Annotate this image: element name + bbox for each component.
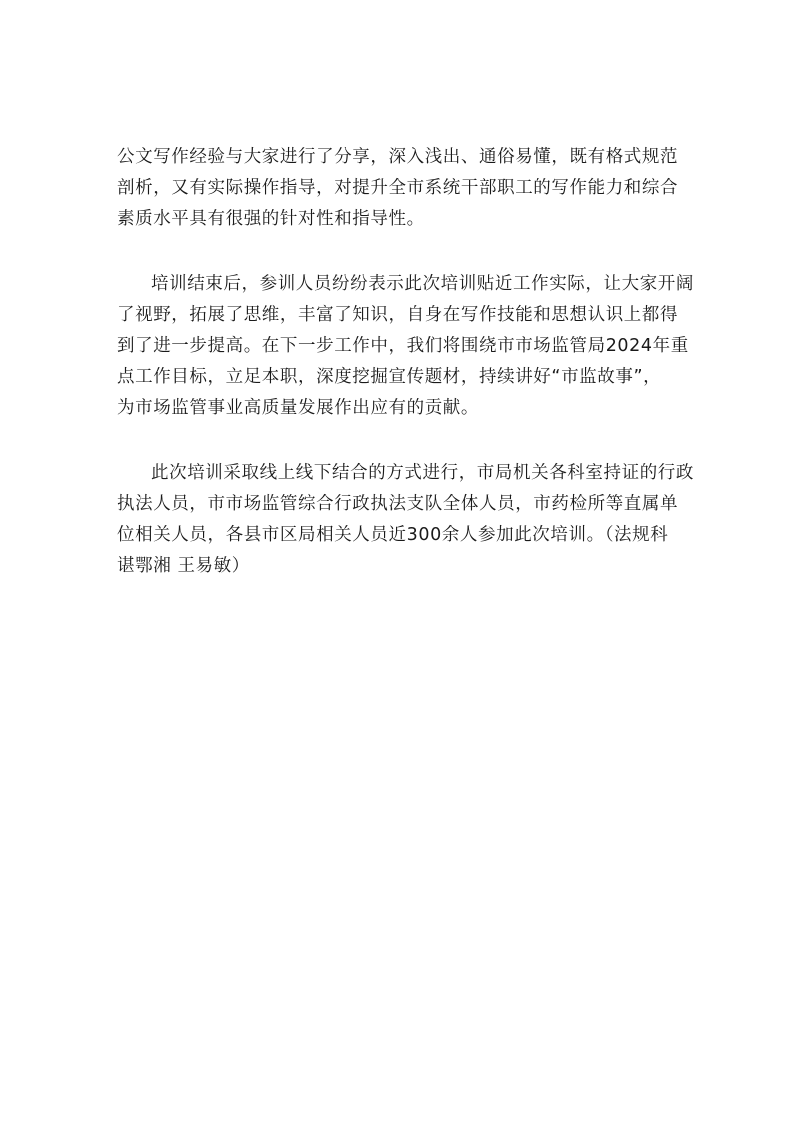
paragraph-training-feedback bbox=[117, 269, 694, 424]
text-line: 剖析，又有实际操作指导，对提升全市系统干部职工的写作能力和综合 bbox=[117, 178, 679, 198]
paragraph-spacer bbox=[117, 235, 689, 269]
text-line: 为市场监管事业高质量发展作出应有的贡献。 bbox=[117, 398, 479, 418]
text-line: 培训结束后，参训人员纷纷表示此次培训贴近工作实际，让大家开阔 bbox=[151, 274, 694, 294]
text-line: 素质水平具有很强的针对性和指导性。 bbox=[117, 209, 425, 229]
paragraph-training-content bbox=[117, 142, 689, 235]
author-line: 谌鄂湘 王易敏） bbox=[117, 556, 250, 576]
text-line: 公文写作经验与大家进行了分享，深入浅出、通俗易懂，既有格式规范 bbox=[117, 147, 679, 167]
paragraph-spacer bbox=[117, 424, 689, 458]
text-line: 位相关人员，各县市区局相关人员近300余人参加此次培训。（法规科 bbox=[117, 525, 669, 545]
paragraph-training-format bbox=[117, 458, 694, 582]
text-line: 执法人员，市市场监管综合行政执法支队全体人员，市药检所等直属单 bbox=[117, 494, 679, 514]
document-body bbox=[117, 142, 694, 582]
text-line: 此次培训采取线上线下结合的方式进行，市局机关各科室持证的行政 bbox=[151, 463, 694, 483]
text-line: 到了进一步提高。在下一步工作中，我们将围绕市市场监管局2024年重 bbox=[117, 336, 689, 356]
text-line: 点工作目标，立足本职，深度挖掘宣传题材，持续讲好“市监故事”， bbox=[117, 367, 662, 387]
text-line: 了视野，拓展了思维，丰富了知识，自身在写作技能和思想认识上都得 bbox=[117, 305, 679, 325]
